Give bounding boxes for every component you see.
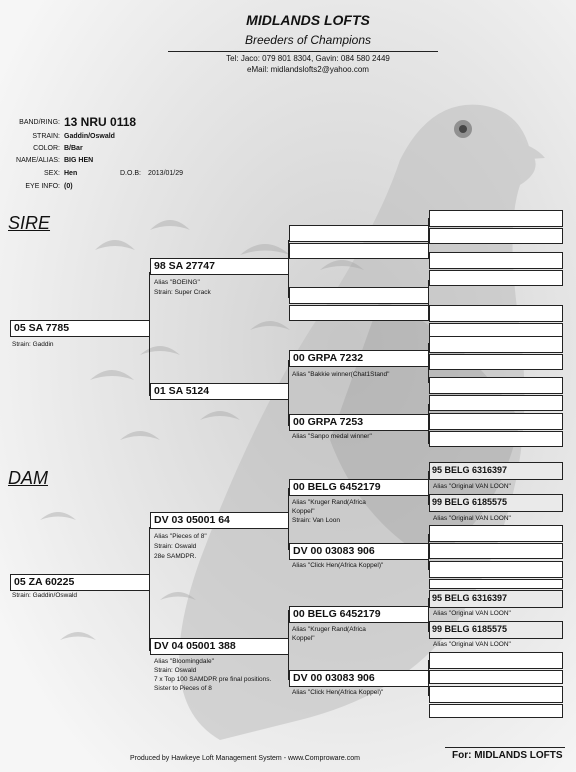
name-value: BIG HEN — [64, 157, 94, 164]
color-label: COLOR: — [33, 145, 60, 152]
dsd-alias: Alias "Click Hen(Africa Koppel)" — [292, 562, 384, 569]
dss-box — [289, 479, 429, 496]
dss-strain: Strain: Van Loon — [292, 517, 340, 524]
strain-value: Gaddin/Oswald — [64, 133, 115, 140]
dss-alias1: Alias "Kruger Rand(Africa — [292, 499, 366, 506]
dss-ring: 00 BELG 6452179 — [293, 481, 381, 493]
dam-dam-alias: Alias "Bloomingdale" — [154, 658, 214, 665]
name-label: NAME/ALIAS: — [16, 157, 60, 164]
sire-sire-ring: 98 SA 27747 — [154, 260, 215, 272]
dss-alias2: Koppel" — [292, 508, 315, 515]
dam-dam-ring: DV 04 05001 388 — [154, 640, 236, 652]
dob-value: 2013/01/29 — [148, 170, 184, 177]
ddd-box — [289, 670, 429, 687]
sire-heading: SIRE — [8, 213, 51, 233]
footer-produced-by: Produced by Hawkeye Loft Management System - www.Comproware.com — [130, 755, 360, 762]
sdd-ring: 00 GRPA 7253 — [293, 416, 364, 428]
ddd-alias: Alias "Click Hen(Africa Koppel)" — [292, 689, 384, 696]
ddsd-ring: 99 BELG 6185575 — [432, 624, 508, 634]
dam-heading: DAM — [8, 468, 48, 488]
ddsd-alias: Alias "Original VAN LOON" — [433, 641, 511, 648]
sire-box — [10, 320, 150, 337]
ddsd-box — [429, 621, 563, 639]
sire-sire-box — [150, 258, 289, 275]
sdd-alias: Alias "Sanpo medal winner" — [292, 433, 372, 440]
sire-dam-box — [150, 383, 289, 400]
sss-info-box — [289, 243, 429, 259]
dssd-ring: 99 BELG 6185575 — [432, 497, 508, 507]
dsd-ring: DV 00 03083 906 — [293, 545, 375, 557]
sds-box — [289, 350, 429, 367]
dam-dam-note2: Sister to Pieces of 8 — [154, 685, 212, 692]
sire-strain: Strain: Gaddin — [12, 341, 54, 348]
dam-strain: Strain: Gaddin/Oswald — [12, 592, 78, 599]
dam-dam-strain: Strain: Oswald — [154, 667, 197, 674]
ddd-ring: DV 00 03083 906 — [293, 672, 375, 684]
header-email: eMail: midlandslofts2@yahoo.com — [247, 65, 369, 74]
dssd-alias: Alias "Original VAN LOON" — [433, 515, 511, 522]
dds-box — [289, 606, 429, 623]
dam-sire-alias: Alias "Pieces of 8" — [154, 533, 207, 540]
dam-sire-strain: Strain: Oswald — [154, 543, 197, 550]
dam-sire-ring: DV 03 05001 64 — [154, 514, 230, 526]
ddss-ring: 95 BELG 6316397 — [432, 593, 508, 603]
dob-label: D.O.B: — [120, 170, 142, 177]
ddss-box — [429, 590, 563, 608]
band-label: BAND/RING: — [19, 119, 60, 126]
eye-label: EYE INFO: — [25, 183, 60, 190]
dam-sire-box — [150, 512, 289, 529]
header-phones: Tel: Jaco: 079 801 8304, Gavin: 084 580 2449 — [226, 54, 390, 63]
sire-ring: 05 SA 7785 — [14, 322, 70, 334]
dsss-ring: 95 BELG 6316397 — [432, 465, 508, 475]
sire-sire-strain: Strain: Super Crack — [154, 289, 211, 296]
ddss-alias: Alias "Original VAN LOON" — [433, 610, 511, 617]
dam-sire-note: 28e SAMDPR. — [154, 553, 197, 560]
dsd-box — [289, 543, 429, 560]
dsss-box — [429, 462, 563, 480]
sds-ring: 00 GRPA 7232 — [293, 352, 364, 364]
ssd-info-box — [289, 305, 429, 321]
sds-alias: Alias "Bakkie winner(Chat1Stand" — [292, 371, 390, 378]
dam-ring: 05 ZA 60225 — [14, 576, 75, 588]
color-value: B/Bar — [64, 145, 83, 152]
footer-for: For: MIDLANDS LOFTS — [452, 750, 563, 761]
sire-dam-ring: 01 SA 5124 — [154, 385, 210, 397]
sex-value: Hen — [64, 170, 78, 177]
sss-box — [289, 225, 429, 242]
header-divider — [168, 51, 438, 52]
sex-label: SEX: — [44, 170, 60, 177]
ssd-box — [289, 287, 429, 304]
band-value: 13 NRU 0118 — [64, 115, 137, 129]
dsss-alias: Alias "Original VAN LOON" — [433, 483, 511, 490]
dds-alias2: Koppel" — [292, 635, 315, 642]
eye-value: (0) — [64, 183, 73, 190]
dam-dam-box — [150, 638, 289, 655]
dam-box — [10, 574, 150, 591]
dam-dam-note1: 7 x Top 100 SAMDPR pre final positions. — [154, 676, 272, 683]
sire-sire-alias: Alias "BOEING" — [154, 279, 200, 286]
dds-ring: 00 BELG 6452179 — [293, 608, 381, 620]
header-subtitle: Breeders of Champions — [244, 33, 372, 47]
header-title: MIDLANDS LOFTS — [246, 12, 370, 28]
footer-divider — [445, 747, 565, 748]
sdd-box — [289, 414, 429, 431]
dssd-box — [429, 494, 563, 512]
strain-label: STRAIN: — [32, 133, 60, 140]
dds-alias1: Alias "Kruger Rand(Africa — [292, 626, 366, 633]
